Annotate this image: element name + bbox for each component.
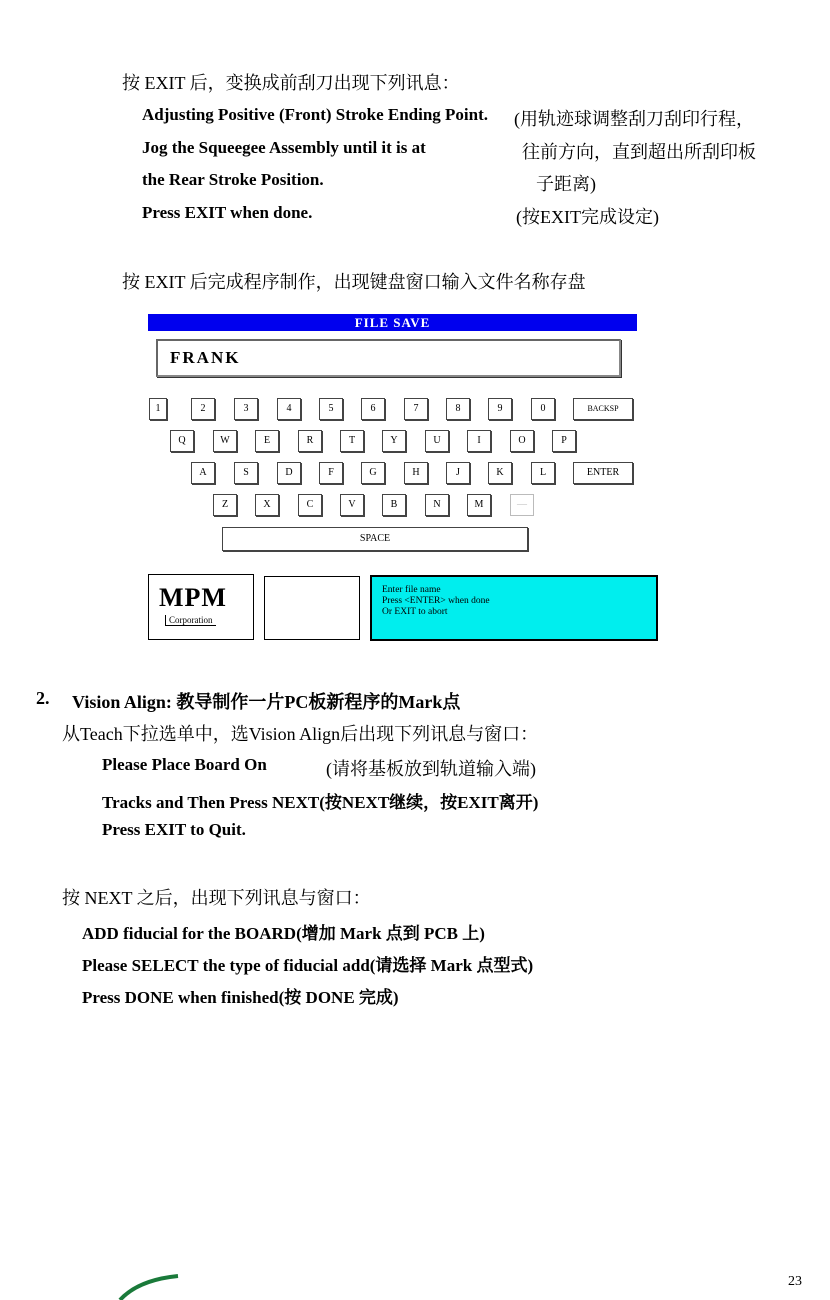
vision-msg-3: Press EXIT to Quit. [102,820,246,839]
key-l[interactable]: L [531,462,555,484]
key-h[interactable]: H [404,462,428,484]
key-9[interactable]: 9 [488,398,512,420]
file-save-intro-text: 按 EXIT 后完成程序制作，出现键盘窗口输入文件名称存盘 [122,272,586,292]
enter-key[interactable]: ENTER [573,462,633,484]
message-line-1: Adjusting Positive (Front) Stroke Ending Point. [142,105,489,124]
select-fiducial-line: Please SELECT the type of fiducial add(请选择 Mark 点型式) [82,956,534,975]
mpm-logo: MPM [159,583,227,612]
key-w[interactable]: W [213,430,237,452]
instruction-panel [370,575,658,641]
key-p[interactable]: P [552,430,576,452]
section-heading [72,688,460,714]
key-6[interactable]: 6 [361,398,385,420]
vision-msg-2: Tracks and Then Press NEXT(按NEXT继续，按EXIT离开) [102,793,539,812]
add-fiducial-line: ADD fiducial for the BOARD(增加 Mark 点到 PCB 上) [82,924,485,943]
key-i[interactable]: I [467,430,491,452]
key-f[interactable]: F [319,462,343,484]
message-line-4: Press EXIT when done. [142,203,313,222]
key-u[interactable]: U [425,430,449,452]
instruction-line-1: Enter file name [382,585,441,595]
message-line-3: the Rear Stroke Position. [142,170,324,189]
translation-line-3: 子距离) [536,174,596,194]
vision-msg-1-translation: (请将基板放到轨道输入端) [326,759,536,779]
key-q[interactable]: Q [170,430,194,452]
key-s[interactable]: S [234,462,258,484]
key-dash[interactable]: — [510,494,534,516]
instruction-line-2: Press <ENTER> when done [382,596,490,606]
heading-prefix: Vision Align: [72,692,172,712]
key-x[interactable]: X [255,494,279,516]
key-e[interactable]: E [255,430,279,452]
key-j[interactable]: J [446,462,470,484]
translation-line-4: (按EXIT完成设定) [516,207,659,227]
key-g[interactable]: G [361,462,385,484]
key-v[interactable]: V [340,494,364,516]
key-d[interactable]: D [277,462,301,484]
key-a[interactable]: A [191,462,215,484]
after-next-intro: 按 NEXT 之后，出现下列讯息与窗口： [62,888,371,908]
backspace-key[interactable]: BACKSP [573,398,633,420]
key-5[interactable]: 5 [319,398,343,420]
key-b[interactable]: B [382,494,406,516]
instruction-line-3: Or EXIT to abort [382,607,448,617]
key-t[interactable]: T [340,430,364,452]
key-m[interactable]: M [467,494,491,516]
key-7[interactable]: 7 [404,398,428,420]
heading-rest: 教导制作一片PC板新程序的Mark点 [176,692,461,712]
message-line-2: Jog the Squeegee Assembly until it is at [142,138,426,157]
mpm-logo-box [148,574,254,640]
press-done-line: Press DONE when finished(按 DONE 完成) [82,988,399,1007]
exit-intro-text: 按 EXIT 后，变换成前刮刀出现下列讯息： [122,73,460,93]
section-number: 2. [36,688,50,708]
key-k[interactable]: K [488,462,512,484]
mpm-corporation-label: Corporation [165,615,216,626]
key-1[interactable]: 1 [149,398,167,420]
key-4[interactable]: 4 [277,398,301,420]
vision-msg-1: Please Place Board On [102,755,267,774]
key-o[interactable]: O [510,430,534,452]
key-2[interactable]: 2 [191,398,215,420]
translation-line-1: (用轨迹球调整刮刀刮印行程， [514,109,754,129]
translation-line-2: 往前方向，直到超出所刮印板 [522,142,756,162]
space-key[interactable]: SPACE [222,527,528,551]
key-z[interactable]: Z [213,494,237,516]
filename-input[interactable]: FRANK [156,339,621,377]
key-0[interactable]: 0 [531,398,555,420]
vision-align-intro: 从Teach下拉选单中，选Vision Align后出现下列讯息与窗口： [62,724,539,744]
key-3[interactable]: 3 [234,398,258,420]
key-n[interactable]: N [425,494,449,516]
key-c[interactable]: C [298,494,322,516]
blank-panel [264,576,360,640]
page-number: 23 [788,1274,802,1289]
key-8[interactable]: 8 [446,398,470,420]
key-r[interactable]: R [298,430,322,452]
footer-logo-swoosh [118,1274,248,1300]
key-y[interactable]: Y [382,430,406,452]
file-save-title-bar: FILE SAVE [148,314,637,331]
